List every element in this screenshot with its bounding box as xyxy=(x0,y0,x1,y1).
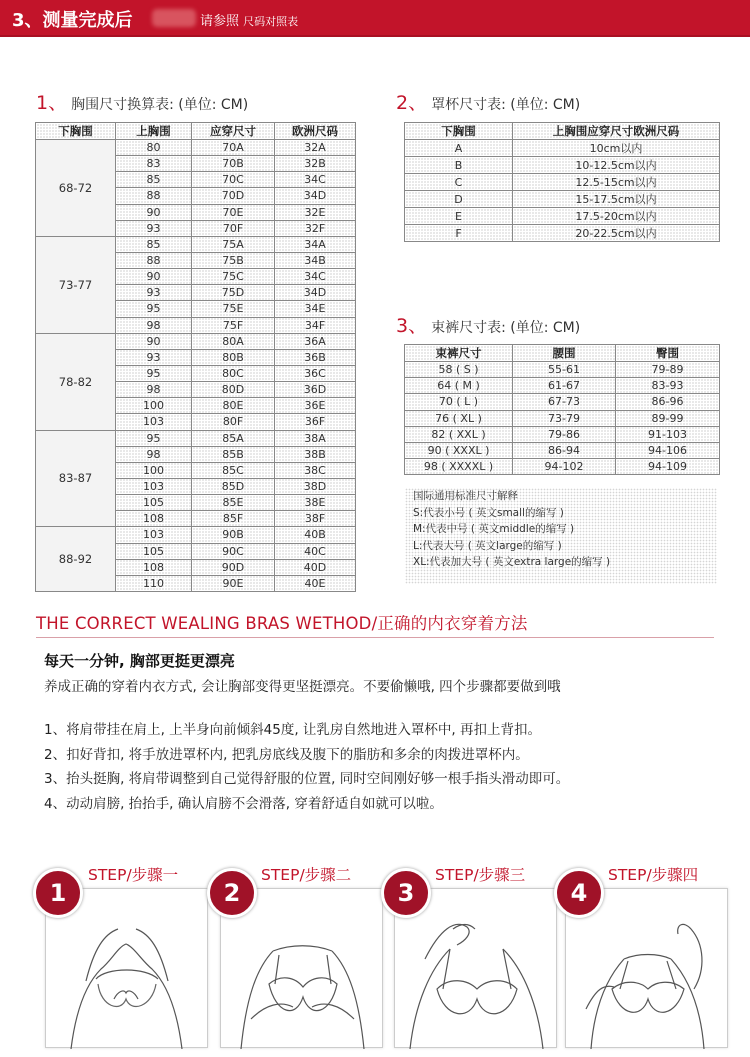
brief-table-heading xyxy=(396,311,580,338)
table-cell: B xyxy=(405,157,513,174)
table-cell: 85C xyxy=(192,462,275,478)
under-bust-cell: 83-87 xyxy=(36,430,116,527)
table-cell: 80D xyxy=(192,382,275,398)
table-cell: 75C xyxy=(192,269,275,285)
table-cell: 32E xyxy=(275,204,356,220)
blurred-brand-mark xyxy=(152,9,196,27)
table-cell: 75B xyxy=(192,252,275,268)
table-cell: 80B xyxy=(192,349,275,365)
step-3-badge: 3 xyxy=(381,868,431,918)
size-explanation-line: XL:代表加大号 ( 英文extra large的缩写 ) xyxy=(413,556,611,568)
table-cell: 83-93 xyxy=(616,378,720,394)
table-cell: 64 ( M ) xyxy=(405,378,513,394)
table-cell: 94-106 xyxy=(616,442,720,458)
table-cell: 38C xyxy=(275,462,356,478)
table-cell: 70A xyxy=(192,140,275,156)
table-cell: 34D xyxy=(275,188,356,204)
table-cell: 75F xyxy=(192,317,275,333)
table-row xyxy=(405,394,720,410)
header-title: 3、测量完成后 xyxy=(12,10,133,31)
brief-table-header-row xyxy=(405,345,720,362)
step-4-badge: 4 xyxy=(554,868,604,918)
bust-table-header-row xyxy=(36,123,356,140)
table-cell: 80F xyxy=(192,414,275,430)
table-cell: 80A xyxy=(192,333,275,349)
table-cell: 70B xyxy=(192,156,275,172)
table-cell: 36E xyxy=(275,398,356,414)
step-2-badge: 2 xyxy=(207,868,257,918)
table-cell: 75E xyxy=(192,301,275,317)
table-row xyxy=(36,430,356,446)
cup-table-title: 罩杯尺寸表: (单位: CM) xyxy=(431,97,581,113)
table-row xyxy=(36,527,356,543)
table-cell: 85A xyxy=(192,430,275,446)
table-cell: 88 xyxy=(116,188,192,204)
column-header: 腰围 xyxy=(513,345,616,362)
table-cell: 55-61 xyxy=(513,362,616,378)
table-cell: 36B xyxy=(275,349,356,365)
table-cell: 36D xyxy=(275,382,356,398)
table-cell: 40C xyxy=(275,543,356,559)
step-3-label: STEP/步骤三 xyxy=(435,866,526,884)
table-cell: 58 ( S ) xyxy=(405,362,513,378)
header-banner xyxy=(0,0,750,37)
step-1-badge: 1 xyxy=(33,868,83,918)
table-cell: 90C xyxy=(192,543,275,559)
size-explanation-title: 国际通用标准尺寸解释 xyxy=(413,490,518,502)
method-divider xyxy=(36,637,714,638)
table-cell: 95 xyxy=(116,430,192,446)
column-header: 欧洲尺码 xyxy=(275,123,356,140)
table-cell: 90B xyxy=(192,527,275,543)
table-cell: 95 xyxy=(116,365,192,381)
table-cell: 105 xyxy=(116,543,192,559)
table-cell: 80E xyxy=(192,398,275,414)
table-cell: 85 xyxy=(116,236,192,252)
method-step-4: 4、动动肩膀, 抬抬手, 确认肩膀不会滑落, 穿着舒适自如就可以啦。 xyxy=(44,796,443,812)
table-cell: 103 xyxy=(116,478,192,494)
table-cell: 79-86 xyxy=(513,426,616,442)
table-cell: 61-67 xyxy=(513,378,616,394)
table-cell: 38B xyxy=(275,446,356,462)
table-cell: 85B xyxy=(192,446,275,462)
table-cell: 34B xyxy=(275,252,356,268)
column-header: 下胸围 xyxy=(36,123,116,140)
table-cell: 70E xyxy=(192,204,275,220)
bust-table-title: 胸围尺寸换算表: (单位: CM) xyxy=(71,97,249,113)
table-row xyxy=(405,174,720,191)
header-subtitle-suffix: 尺码对照表 xyxy=(243,15,299,28)
brief-table-number: 3、 xyxy=(396,315,428,337)
table-cell: 85 xyxy=(116,172,192,188)
table-cell: 34F xyxy=(275,317,356,333)
table-cell: 103 xyxy=(116,527,192,543)
table-cell: 98 ( XXXXL ) xyxy=(405,459,513,475)
table-cell: 76 ( XL ) xyxy=(405,410,513,426)
table-cell: 90 xyxy=(116,333,192,349)
table-cell: 70D xyxy=(192,188,275,204)
column-header: 束裤尺寸 xyxy=(405,345,513,362)
table-cell: 86-94 xyxy=(513,442,616,458)
under-bust-cell: 78-82 xyxy=(36,333,116,430)
table-cell: 15-17.5cm以内 xyxy=(513,191,720,208)
table-cell: 32F xyxy=(275,220,356,236)
table-row xyxy=(405,410,720,426)
table-cell: 86-96 xyxy=(616,394,720,410)
table-cell: 83 xyxy=(116,156,192,172)
table-cell: 98 xyxy=(116,317,192,333)
under-bust-cell: 88-92 xyxy=(36,527,116,592)
column-header: 上胸围应穿尺寸欧洲尺码 xyxy=(513,123,720,140)
method-step-2: 2、扣好背扣, 将手放进罩杯内, 把乳房底线及腹下的脂肪和多余的肉拨进罩杯内。 xyxy=(44,747,529,763)
table-cell: 88 xyxy=(116,252,192,268)
column-header: 上胸围 xyxy=(116,123,192,140)
cup-table-header-row xyxy=(405,123,720,140)
cup-table-number: 2、 xyxy=(396,92,428,114)
column-header: 应穿尺寸 xyxy=(192,123,275,140)
table-cell: C xyxy=(405,174,513,191)
table-cell: 108 xyxy=(116,559,192,575)
header-subtitle-prefix: 请参照 xyxy=(200,14,240,29)
bust-table-heading xyxy=(36,88,248,115)
table-cell: D xyxy=(405,191,513,208)
size-explanation xyxy=(405,488,717,584)
under-bust-cell: 73-77 xyxy=(36,236,116,333)
column-header: 臀围 xyxy=(616,345,720,362)
table-cell: 12.5-15cm以内 xyxy=(513,174,720,191)
table-cell: 95 xyxy=(116,301,192,317)
table-cell: 98 xyxy=(116,446,192,462)
table-cell: 36A xyxy=(275,333,356,349)
table-cell: 100 xyxy=(116,398,192,414)
table-cell: 90 ( XXXL ) xyxy=(405,442,513,458)
table-cell: 94-109 xyxy=(616,459,720,475)
table-cell: 32B xyxy=(275,156,356,172)
table-cell: 34A xyxy=(275,236,356,252)
table-cell: 75A xyxy=(192,236,275,252)
table-cell: 17.5-20cm以内 xyxy=(513,208,720,225)
table-row xyxy=(36,140,356,156)
method-step-3: 3、抬头挺胸, 将肩带调整到自己觉得舒服的位置, 同时空间刚好够一根手指头滑动即可。 xyxy=(44,771,570,787)
table-cell: 38A xyxy=(275,430,356,446)
column-header: 下胸围 xyxy=(405,123,513,140)
table-cell: 94-102 xyxy=(513,459,616,475)
table-cell: F xyxy=(405,225,513,242)
table-cell: 67-73 xyxy=(513,394,616,410)
table-cell: 70 ( L ) xyxy=(405,394,513,410)
table-cell: 73-79 xyxy=(513,410,616,426)
table-cell: 75D xyxy=(192,285,275,301)
table-cell: 93 xyxy=(116,220,192,236)
table-cell: 38E xyxy=(275,495,356,511)
method-intro: 养成正确的穿着内衣方式, 会让胸部变得更坚挺漂亮。不要偷懒哦, 四个步骤都要做到哦 xyxy=(44,679,561,695)
table-cell: 40D xyxy=(275,559,356,575)
table-cell: 93 xyxy=(116,349,192,365)
table-cell: 93 xyxy=(116,285,192,301)
step-2-label: STEP/步骤二 xyxy=(261,866,352,884)
table-row xyxy=(405,442,720,458)
table-cell: 100 xyxy=(116,462,192,478)
size-explanation-line: L:代表大号 ( 英文large的缩写 ) xyxy=(413,539,562,552)
table-cell: 80 xyxy=(116,140,192,156)
table-cell: E xyxy=(405,208,513,225)
table-cell: 20-22.5cm以内 xyxy=(513,225,720,242)
table-cell: 90 xyxy=(116,204,192,220)
table-cell: 85D xyxy=(192,478,275,494)
table-row xyxy=(405,362,720,378)
table-cell: 36C xyxy=(275,365,356,381)
step-1-label: STEP/步骤一 xyxy=(88,866,179,884)
table-cell: 90 xyxy=(116,269,192,285)
table-row xyxy=(405,140,720,157)
table-cell: 36F xyxy=(275,414,356,430)
table-cell: 40B xyxy=(275,527,356,543)
method-title: THE CORRECT WEALING BRAS WETHOD/正确的内衣穿着方法 xyxy=(36,614,528,633)
table-cell: 34C xyxy=(275,172,356,188)
table-cell: 90E xyxy=(192,575,275,591)
table-row xyxy=(405,378,720,394)
brief-table-title: 束裤尺寸表: (单位: CM) xyxy=(431,320,581,336)
table-cell: 98 xyxy=(116,382,192,398)
table-cell: 34C xyxy=(275,269,356,285)
table-cell: 89-99 xyxy=(616,410,720,426)
bust-size-table xyxy=(35,122,356,592)
brief-size-table xyxy=(404,344,720,475)
table-cell: 34D xyxy=(275,285,356,301)
cup-size-table xyxy=(404,122,720,242)
table-row xyxy=(36,236,356,252)
table-cell: 70F xyxy=(192,220,275,236)
table-cell: 34E xyxy=(275,301,356,317)
table-cell: 85E xyxy=(192,495,275,511)
table-row xyxy=(36,333,356,349)
table-cell: 103 xyxy=(116,414,192,430)
table-cell: 79-89 xyxy=(616,362,720,378)
bust-table-number: 1、 xyxy=(36,92,68,114)
table-cell: 90D xyxy=(192,559,275,575)
table-cell: 82 ( XXL ) xyxy=(405,426,513,442)
under-bust-cell: 68-72 xyxy=(36,140,116,237)
method-step-1: 1、将肩带挂在肩上, 上半身向前倾斜45度, 让乳房自然地进入罩杯中, 再扣上背扣。 xyxy=(44,722,542,738)
cup-table-heading xyxy=(396,88,580,115)
size-explanation-line: M:代表中号 ( 英文middle的缩写 ) xyxy=(413,523,575,535)
table-cell: 40E xyxy=(275,575,356,591)
table-cell: 80C xyxy=(192,365,275,381)
step-4-label: STEP/步骤四 xyxy=(608,866,699,884)
table-row xyxy=(405,157,720,174)
table-row xyxy=(405,208,720,225)
table-cell: 70C xyxy=(192,172,275,188)
table-cell: 38D xyxy=(275,478,356,494)
table-row xyxy=(405,459,720,475)
table-cell: 85F xyxy=(192,511,275,527)
table-cell: 105 xyxy=(116,495,192,511)
header-subtitle xyxy=(200,10,298,29)
table-cell: 10-12.5cm以内 xyxy=(513,157,720,174)
table-cell: 91-103 xyxy=(616,426,720,442)
table-cell: 10cm以内 xyxy=(513,140,720,157)
table-cell: 108 xyxy=(116,511,192,527)
size-explanation-line: S:代表小号 ( 英文small的缩写 ) xyxy=(413,506,564,519)
table-cell: 38F xyxy=(275,511,356,527)
method-slogan: 每天一分钟, 胸部更挺更漂亮 xyxy=(44,652,235,670)
table-cell: 32A xyxy=(275,140,356,156)
table-row xyxy=(405,191,720,208)
table-row xyxy=(405,225,720,242)
table-cell: A xyxy=(405,140,513,157)
table-cell: 110 xyxy=(116,575,192,591)
table-row xyxy=(405,426,720,442)
